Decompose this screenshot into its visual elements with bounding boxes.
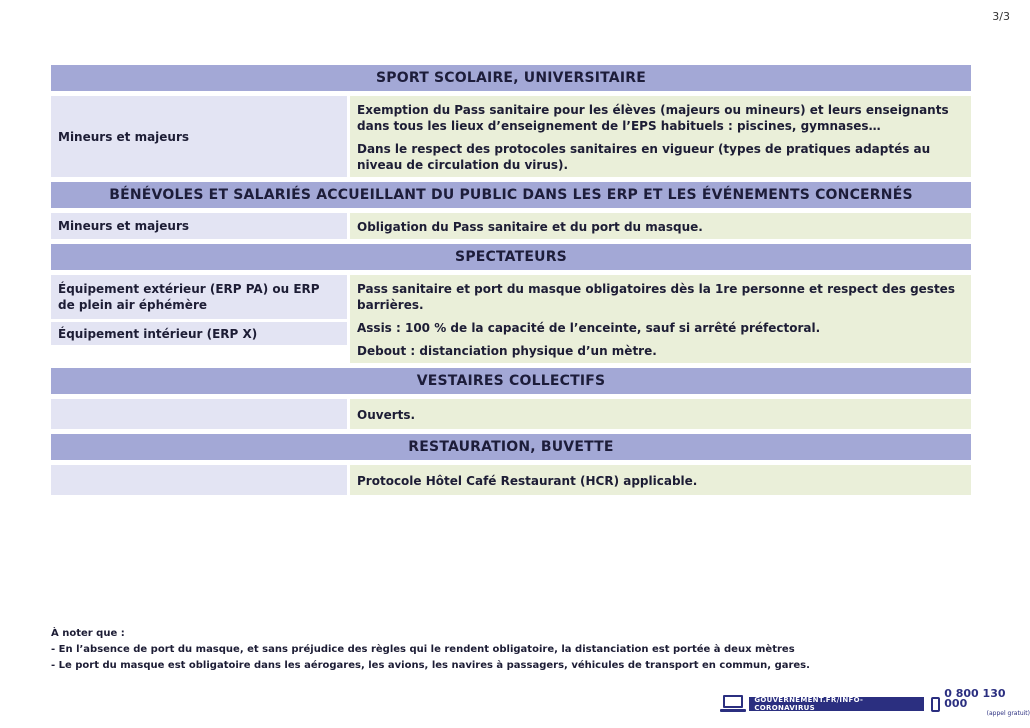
rule-text: Debout : distanciation physique d’un mètre. xyxy=(357,344,657,358)
audience-cell xyxy=(51,399,347,429)
left-column xyxy=(51,213,347,239)
note-item: - Le port du masque est obligatoire dans les aérogares, les avions, les navires à passagers, véhicules de transport en commun, gares. xyxy=(51,660,810,671)
left-column xyxy=(51,465,347,495)
notes-heading: À noter que : xyxy=(51,628,125,639)
rule-cell xyxy=(350,213,971,239)
rule-cell xyxy=(350,96,971,177)
audience-cell-exterieur: Équipement extérieur (ERP PA) ou ERP de plein air éphémère xyxy=(51,275,347,319)
rule-text: Pass sanitaire et port du masque obligatoires dès la 1re personne et respect des gestes barrières. xyxy=(357,282,955,312)
rule-cell xyxy=(350,275,971,363)
section-header-sport-scolaire: SPORT SCOLAIRE, UNIVERSITAIRE xyxy=(51,65,971,91)
section-row-sport-scolaire xyxy=(51,96,971,177)
left-column xyxy=(51,399,347,429)
audience-cell-interieur: Équipement intérieur (ERP X) xyxy=(51,322,347,345)
section-row-vestiaires xyxy=(51,399,971,429)
section-header-restauration: RESTAURATION, BUVETTE xyxy=(51,434,971,460)
audience-cell: Mineurs et majeurs xyxy=(51,213,347,239)
rule-text: Dans le respect des protocoles sanitaires en vigueur (types de pratiques adaptés au niveau de circulation du virus). xyxy=(357,142,931,172)
left-column xyxy=(51,275,347,363)
phone-number: 0 800 130 000 xyxy=(944,687,1006,710)
rule-cell xyxy=(350,465,971,495)
audience-cell xyxy=(51,465,347,495)
phone-note: (appel gratuit) xyxy=(986,710,1030,717)
section-header-spectateurs: SPECTATEURS xyxy=(51,244,971,270)
rules-table xyxy=(51,65,971,500)
phone-icon xyxy=(931,697,940,712)
rule-text: Protocole Hôtel Café Restaurant (HCR) applicable. xyxy=(357,474,698,488)
section-header-benevoles: BÉNÉVOLES ET SALARIÉS ACCUEILLANT DU PUBLIC DANS LES ERP ET LES ÉVÉNEMENTS CONCERNÉS xyxy=(51,182,971,208)
rule-text: Ouverts. xyxy=(357,408,416,422)
left-column xyxy=(51,96,347,177)
phone-block xyxy=(944,689,1030,719)
rule-text: Obligation du Pass sanitaire et du port du masque. xyxy=(357,220,703,234)
section-row-restauration xyxy=(51,465,971,495)
rule-text: Exemption du Pass sanitaire pour les élèves (majeurs ou mineurs) et leurs enseignants dans tous les lieux d’enseignement de l’EPS habituels : piscines, gymnases… xyxy=(357,103,949,133)
section-row-benevoles xyxy=(51,213,971,239)
info-url-link[interactable]: GOUVERNEMENT.FR/INFO-CORONAVIRUS xyxy=(749,697,924,711)
note-item: - En l’absence de port du masque, et sans préjudice des règles qui le rendent obligatoire, la distanciation est portée à deux mètres xyxy=(51,644,795,655)
page-number: 3/3 xyxy=(992,10,1010,23)
footer xyxy=(720,689,1030,719)
audience-cell: Mineurs et majeurs xyxy=(51,96,347,177)
section-row-spectateurs xyxy=(51,275,971,363)
rule-text: Assis : 100 % de la capacité de l’enceinte, sauf si arrêté préfectoral. xyxy=(357,321,821,335)
laptop-icon xyxy=(720,695,745,713)
section-header-vestiaires: VESTAIRES COLLECTIFS xyxy=(51,368,971,394)
rule-cell xyxy=(350,399,971,429)
notes xyxy=(51,626,810,674)
